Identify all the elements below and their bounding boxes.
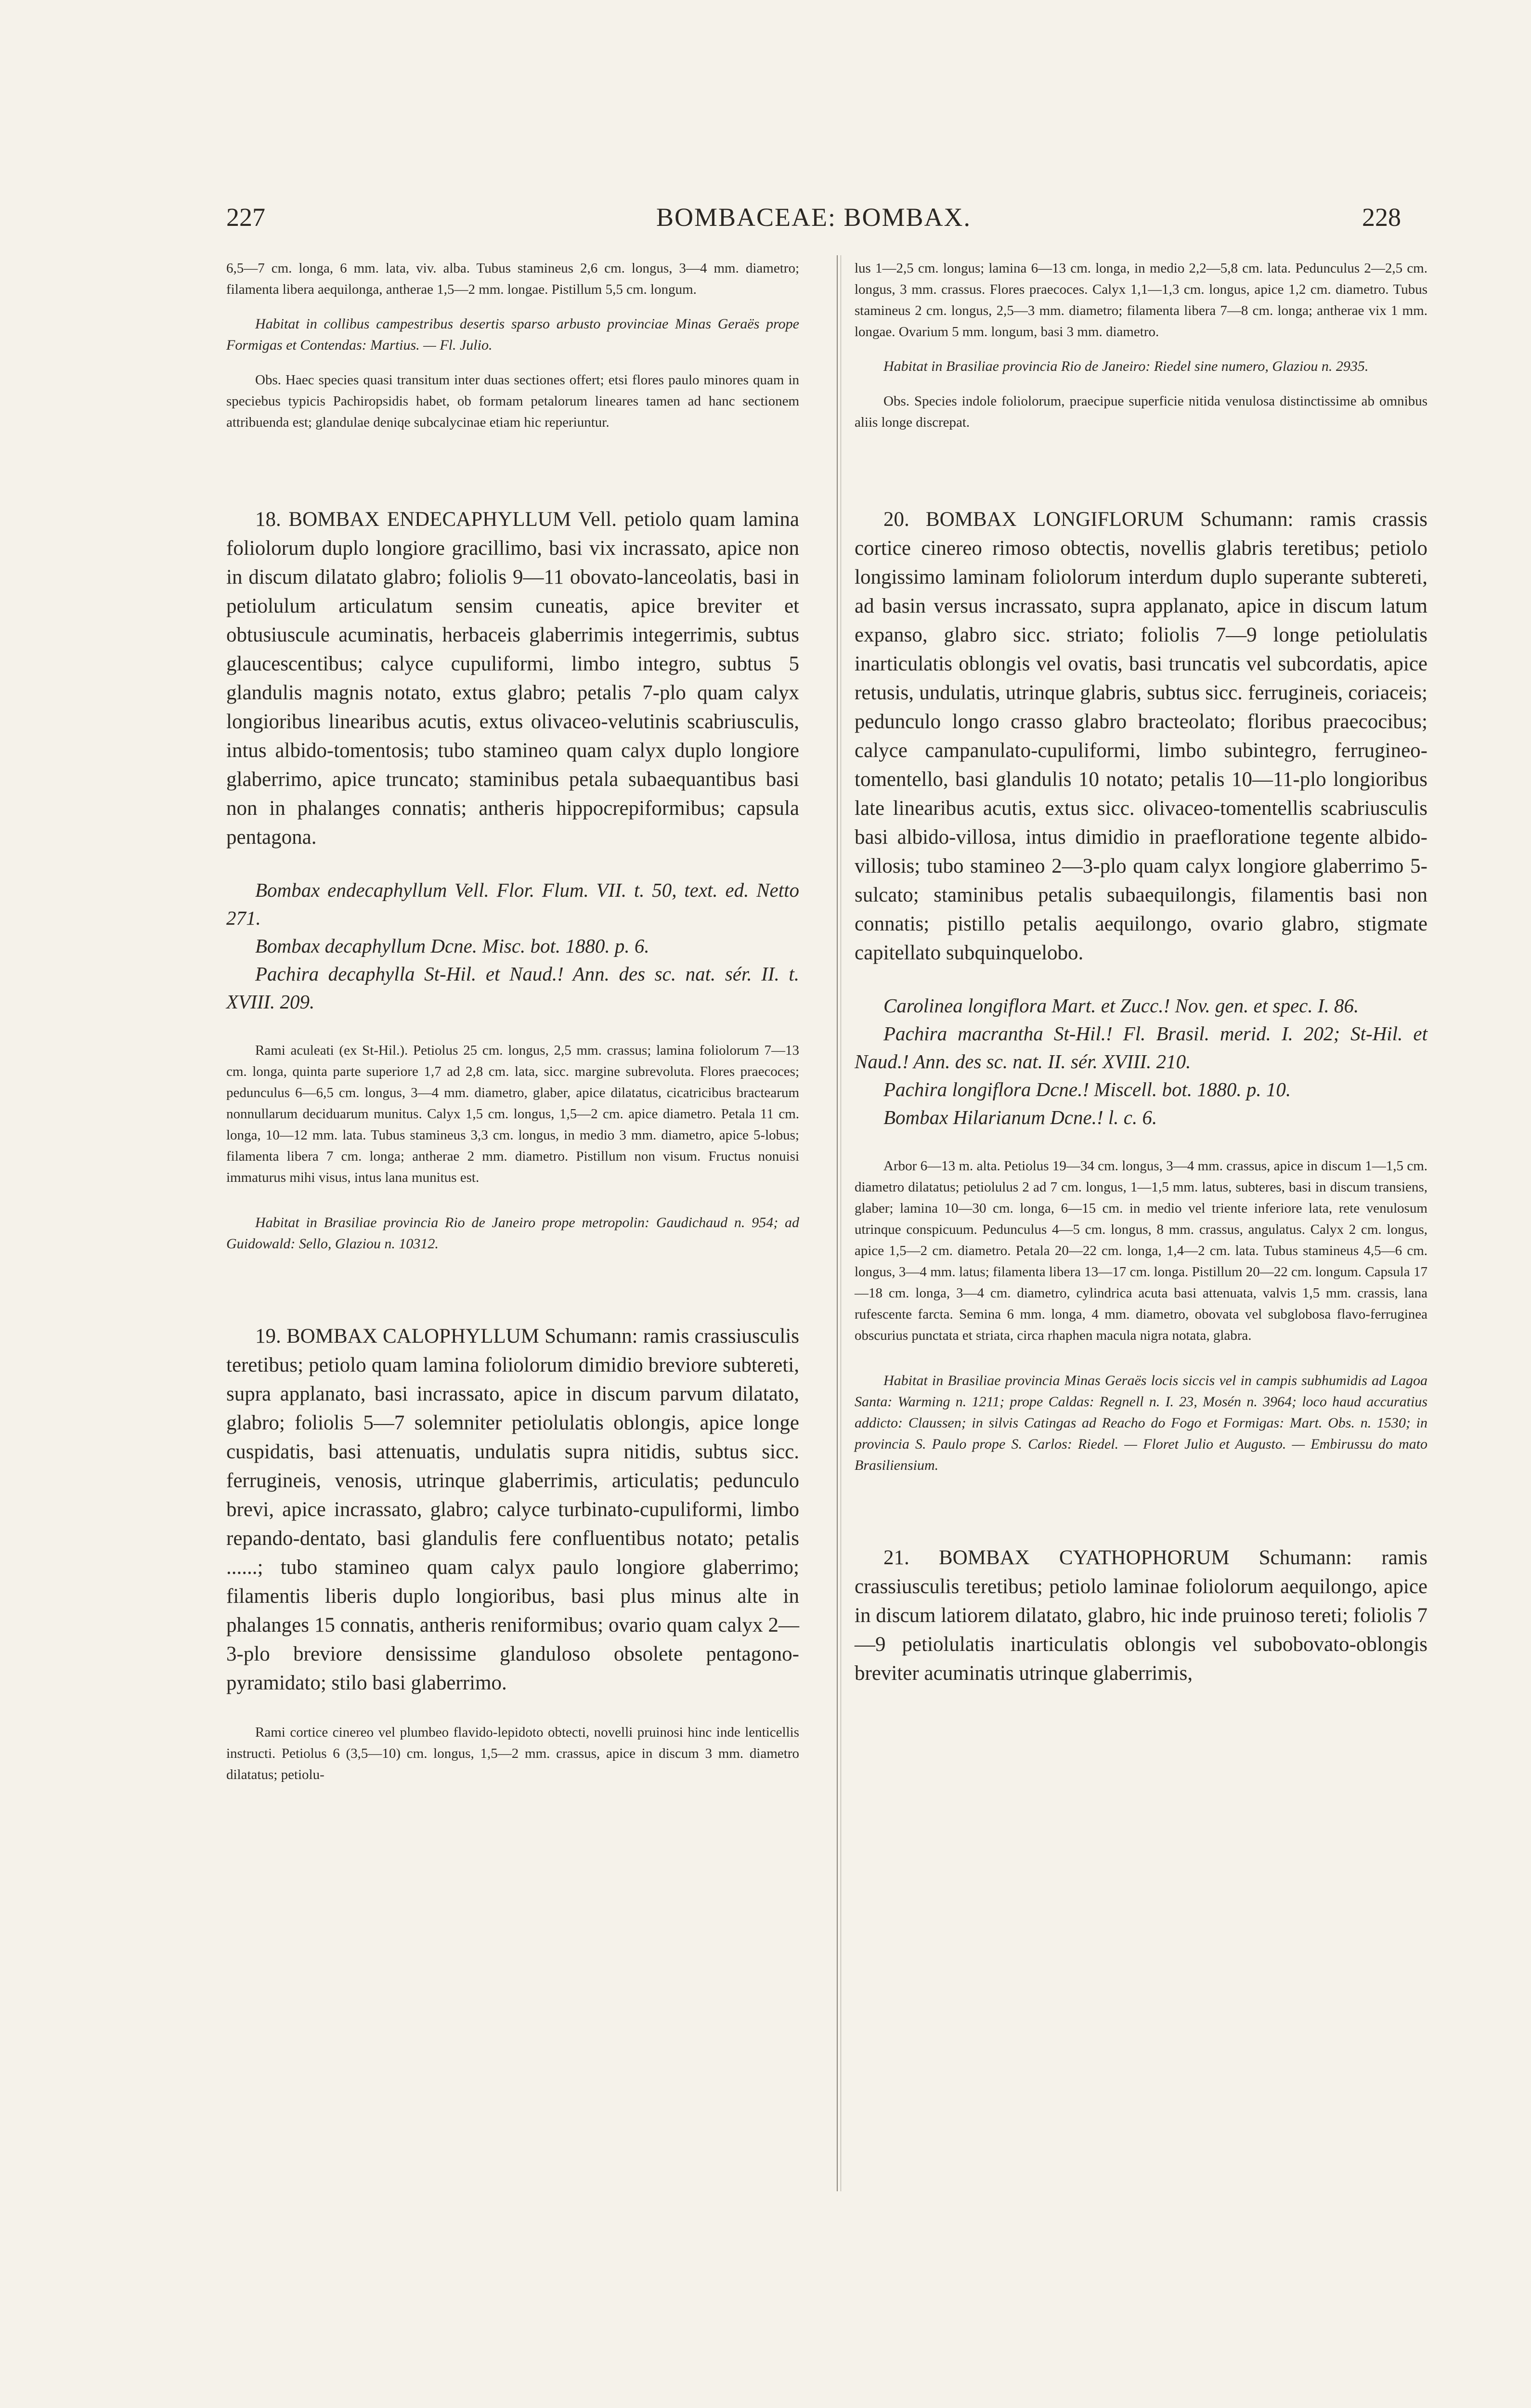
page-number-right: 228 — [1362, 203, 1401, 232]
species-18-diagnosis: 18. BOMBAX ENDECAPHYLLUM Vell. petiolo quam lamina foliolorum duplo longiore gracillimo, basi vix incrassato, apice non in discum dilatato glabro; foliolis 9—11 obovato-lanceolatis, basi in petiolulum articulatum sensim cuneatis, apice breviter et obtusiuscule acuminatis, herbaceis glaberrimis integerrimis, subtus glaucescentibus; calyce cupuliformi, limbo integro, subtus 5 glandulis magnis notato, extus glabro; petalis 7-plo quam calyx longioribus linearibus acutis, extus olivaceo-velutinis scabriusculis, intus albido-tomentosis; tubo stamineo quam calyx duplo longiore glaberrimo, apice truncato; staminibus petala subaequantibus basi non in phalanges connatis; antheris hippocrepiformibus; capsula pentagona. — [226, 508, 799, 849]
column-divider — [837, 255, 838, 2191]
species-20-synonym-3: Pachira longiflora Dcne.! Miscell. bot. 1880. p. 10. — [883, 1078, 1291, 1100]
species-21-diagnosis: 21. BOMBAX CYATHOPHORUM Schumann: ramis crassiusculis teretibus; petiolo laminae foliolorum aequilongo, apice in discum latiorem dilatato, glabro, hic inde pruinoso tereti; foliolis 7—9 petiolulatis inarticulatis oblongis vel subobovato-oblongis breviter acuminatis utrinque glaberrimis, — [855, 1546, 1427, 1685]
species-19-diagnosis: 19. BOMBAX CALOPHYLLUM Schumann: ramis crassiusculis teretibus; petiolo quam lamina foliolorum dimidio breviore subtereti, supra applanato, basi incrassato, apice in discum parvum dilatato, glabro; foliolis 5—7 solemniter petiolulatis oblongis, apice longe cuspidatis, basi attenuatis, undulatis supra nitidis, subtus sicc. ferrugineis, venosis, utrinque glaberrimis, articulatis; pedunculo brevi, apice incrassato, glabro; calyce turbinato-cupuliformi, limbo repando-dentato, basi glandulis fere confluentibus notato; petalis ......; tubo stamineo quam calyx paulo longiore glaberrimo; filamentis liberis duplo longioribus, basi plus minus alte in phalanges 15 connatis, antheris reniformibus; ovario quam calyx 2—3-plo breviore densissime glanduloso obsolete pentagono-pyramidato; stilo basi glaberrimo. — [226, 1325, 799, 1694]
species-20-synonym-2: Pachira macrantha St-Hil.! Fl. Brasil. merid. I. 202; St-Hil. et Naud.! Ann. des sc. nat. II. sér. XVIII. 210. — [855, 1022, 1427, 1073]
page-number-left: 227 — [226, 203, 265, 232]
species-18-description: Rami aculeati (ex St-Hil.). Petiolus 25 cm. longus, 2,5 mm. crassus; lamina foliolorum 7—13 cm. longa, quinta parte superiore 1,7 ad 2,8 cm. lata, sicc. margine subrevoluta. Flores praecoces; pedunculus 6—6,5 cm. longus, 3—4 mm. diametro, glaber, apice dilatatus, cicatricibus bractearum nonnullarum deciduarum munitus. Calyx 1,5 cm. longus, 1,5—2 cm. apice diametro. Petala 11 cm. longa, 10—12 mm. lata. Tubus stamineus 3,3 cm. longus, in medio 3 mm. diametro, apice 5-lobus; filamenta libera 7 cm. longa; antherae 2 mm. diametro. Pistillum non visum. Fructus nonuisi immaturus mihi visus, intus lana munitus est. — [226, 1043, 799, 1185]
species-20-diagnosis: 20. BOMBAX LONGIFLORUM Schumann: ramis crassis cortice cinereo rimoso obtectis, novellis glabris teretibus; petiolo longissimo laminam foliolorum interdum duplo superante subtereti, ad basin versus incrassato, supra applanato, apice in discum latum expanso, glabro sicc. striato; foliolis 7—9 longe petiolulatis inarticulatis oblongis vel ovatis, basi truncatis vel subcordatis, apice retusis, undulatis, utrinque glabris, subtus sicc. ferrugineis, coriaceis; pedunculo longo crasso glabro bracteolato; floribus praecocibus; calyce campanulato-cupuliformi, limbo subintegro, ferrugineo-tomentello, basi glandulis 10 notato; petalis 10—11-plo longioribus late linearibus acutis, extus sicc. olivaceo-tomentellis scabriusculis basi albido-villosa, intus dimidio in praefloratione tegente albido-villosis; tubo stamineo 2—3-plo quam calyx longiore glaberrimo 5-sulcato; staminibus petalis subaequilongis, filamentis basi non connatis; pistillo petalis aequilongo, ovario glabro, stigmate capitellato subquinquelobo. — [855, 508, 1427, 964]
species-18-synonym-1: Bombax endecaphyllum Vell. Flor. Flum. VII. t. 50, text. ed. Netto 271. — [226, 879, 799, 929]
observation-note: Obs. Haec species quasi transitum inter duas sectiones offert; etsi flores paulo minores quam in speciebus typicis Pachiropsidis habet, ob formam petalorum lineares tamen ad hanc sectionem attribuenda est; glandulae deniqe subcalycinae etiam hic reperiuntur. — [226, 372, 799, 430]
habitat-note: Habitat in collibus campestribus desertis sparso arbusto provinciae Minas Geraës prope Formigas et Contendas: Martius. — Fl. Julio. — [226, 316, 799, 353]
continued-description: 6,5—7 cm. longa, 6 mm. lata, viv. alba. Tubus stamineus 2,6 cm. longus, 3—4 mm. diametro; filamenta libera aequilonga, antherae 1,5—2 mm. longae. Pistillum 5,5 cm. longum. — [226, 261, 799, 297]
species-20-description: Arbor 6—13 m. alta. Petiolus 19—34 cm. longus, 3—4 mm. crassus, apice in discum 1—1,5 cm. diametro dilatatus; petiolulus 2 ad 7 cm. longus, 1—1,5 mm. latus, subteres, basi in discum transiens, glaber; lamina 10—30 cm. longa, 6—15 cm. in medio vel triente inferiore lata, rete venulosum utrinque conspicuum. Pedunculus 4—5 cm. longus, 8 mm. crassus, angulatus. Calyx 2 cm. longus, apice 1,5—2 cm. diametro. Petala 20—22 cm. longa, 1,4—2 cm. lata. Tubus stamineus 4,5—6 cm. longus, 3—4 mm. latus; filamenta libera 13—17 cm. longa. Pistillum 20—22 cm. longum. Capsula 17—18 cm. longa, 3—4 cm. diametro, cylindrica acuta basi attenuata, valvis 1,5 mm. crassis, lana rufescente farcta. Semina 6 mm. longa, 4 mm. diametro, obovata vel subglobosa flavo-ferruginea obscurius punctata et striata, circa rhaphen macula nigra notata, glabra. — [855, 1158, 1427, 1343]
page-header — [226, 202, 1401, 241]
running-title: BOMBACEAE: BOMBAX. — [656, 203, 972, 232]
species-18-habitat: Habitat in Brasiliae provincia Rio de Janeiro prope metropolin: Gaudichaud n. 954; ad Guidowald: Sello, Glaziou n. 10312. — [226, 1215, 799, 1252]
species-20-synonym-4: Bombax Hilarianum Dcne.! l. c. 6. — [883, 1106, 1157, 1128]
species-20-habitat: Habitat in Brasiliae provincia Minas Geraës locis siccis vel in campis subhumidis ad Lagoa Santa: Warming n. 1211; prope Caldas: Regnell n. I. 23, Mosén n. 3964; loco haud accuratius addicto: Claussen; in silvis Catingas ad Reacho do Fogo et Formigas: Mart. Obs. n. 1530; in provincia S. Paulo prope S. Carlos: Riedel. — Floret Julio et Augusto. — Embirussu do mato Brasiliensium. — [855, 1373, 1427, 1473]
species-20-synonym-1: Carolinea longiflora Mart. et Zucc.! Nov. gen. et spec. I. 86. — [883, 995, 1359, 1017]
species-18-synonym-3: Pachira decaphylla St-Hil. et Naud.! Ann. des sc. nat. sér. II. t. XVIII. 209. — [226, 963, 799, 1013]
continued-description-right: lus 1—2,5 cm. longus; lamina 6—13 cm. longa, in medio 2,2—5,8 cm. lata. Pedunculus 2—2,5 cm. longus, 3 mm. crassus. Flores praecoces. Calyx 1,1—1,3 cm. longus, apice 1,2 cm. diametro. Tubus stamineus 2 cm. longus, 2,5—3 mm. diametro; filamenta libera 7—8 cm. longa; antherae vix 1 mm. longae. Ovarium 5 mm. longum, basi 3 mm. diametro. — [855, 261, 1427, 340]
right-column — [855, 258, 1427, 1688]
habitat-note-right: Habitat in Brasiliae provincia Rio de Janeiro: Riedel sine numero, Glaziou n. 2935. — [883, 358, 1369, 374]
species-18-synonym-2: Bombax decaphyllum Dcne. Misc. bot. 1880. p. 6. — [255, 935, 649, 957]
observation-note-right: Obs. Species indole foliolorum, praecipue superficie nitida venulosa distinctissime ab omnibus aliis longe discrepat. — [855, 393, 1427, 430]
species-19-description: Rami cortice cinereo vel plumbeo flavido-lepidoto obtecti, novelli pruinosi hinc inde lenticellis instructi. Petiolus 6 (3,5—10) cm. longus, 1,5—2 mm. crassus, apice in discum 3 mm. diametro dilatatus; petiolu- — [226, 1725, 799, 1782]
left-column — [226, 258, 799, 1785]
